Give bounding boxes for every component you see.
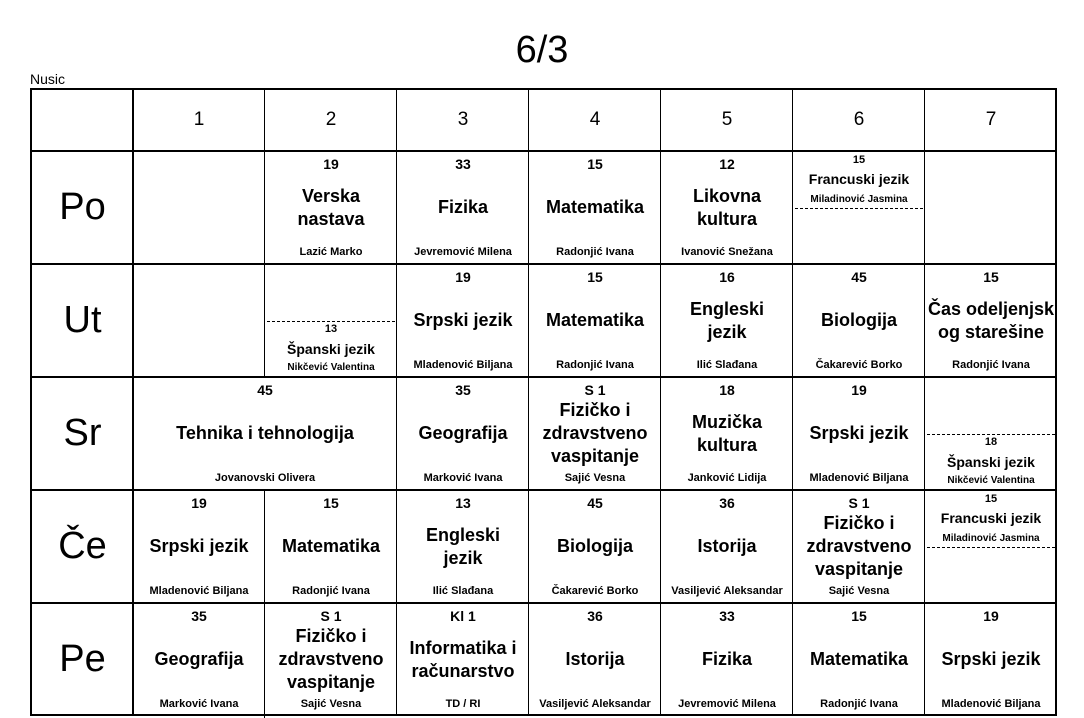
subject-name: Fizika	[437, 197, 489, 217]
teacher-name: Radonjić Ivana	[556, 246, 634, 258]
subject-name: Verska nastava	[297, 185, 365, 229]
room-number: 13	[324, 323, 338, 335]
teacher-name: Nikčević Valentina	[947, 475, 1035, 486]
page-title: 6/3	[515, 29, 569, 71]
day-label: Sr	[63, 412, 102, 454]
subject-name: Fizičko i zdravstveno vaspitanje	[278, 626, 384, 692]
room-number: 35	[455, 382, 471, 398]
teacher-name: Jevremović Milena	[414, 246, 512, 258]
lesson-cell[interactable]	[793, 378, 925, 489]
room-number: 19	[983, 608, 999, 624]
subject-name: Francuski jezik	[808, 171, 910, 187]
room-number: 33	[719, 608, 735, 624]
lesson-cell[interactable]	[661, 378, 793, 489]
subject-name: Matematika	[545, 310, 645, 330]
subject-name: Informatika i računarstvo	[409, 637, 517, 681]
day-label: Po	[59, 186, 106, 228]
subject-name: Engleski jezik	[425, 524, 501, 568]
teacher-name: Janković Lidija	[687, 472, 767, 484]
room-number: 18	[984, 436, 998, 448]
teacher-name: Ilić Slađana	[696, 359, 758, 371]
lesson-cell[interactable]	[925, 265, 1057, 376]
subject-name: Likovna kultura	[692, 185, 762, 229]
subject-name: Čas odeljenjskog starešine	[927, 298, 1055, 342]
teacher-name: Marković Ivana	[159, 698, 239, 710]
lesson-cell[interactable]	[265, 604, 397, 715]
teacher-name: Ivanović Snežana	[681, 246, 773, 258]
teacher-name: Sajić Vesna	[300, 698, 362, 710]
room-number: 33	[455, 156, 471, 172]
subject-name: Srpski jezik	[149, 536, 249, 556]
room-number: 19	[851, 382, 867, 398]
subject-name: Tehnika i tehnologija	[176, 423, 354, 443]
period-header: 6	[853, 109, 865, 130]
lesson-cell[interactable]	[925, 604, 1057, 715]
subject-name: Istorija	[565, 649, 625, 669]
teacher-name: Vasiljević Aleksandar	[539, 698, 651, 710]
room-number: 18	[719, 382, 735, 398]
room-number: 15	[587, 269, 603, 285]
room-number: Kl 1	[450, 608, 476, 624]
subject-name: Geografija	[154, 649, 244, 669]
room-number: 45	[257, 382, 273, 398]
subject-name: Francuski jezik	[940, 510, 1042, 526]
lesson-cell[interactable]	[661, 152, 793, 263]
room-number: 15	[323, 495, 339, 511]
room-number: S 1	[848, 495, 870, 511]
period-header: 3	[457, 109, 469, 130]
teacher-name: TD / RI	[445, 698, 481, 710]
teacher-name: Mladenović Biljana	[149, 585, 249, 597]
room-number: 45	[587, 495, 603, 511]
lesson-cell[interactable]	[397, 152, 529, 263]
lesson-cell[interactable]	[133, 604, 265, 715]
lesson-cell[interactable]	[661, 604, 793, 715]
teacher-name: Jovanovski Olivera	[214, 472, 316, 484]
lesson-cell[interactable]	[397, 491, 529, 602]
teacher-name: Lazić Marko	[299, 246, 363, 258]
lesson-cell[interactable]	[529, 152, 661, 263]
lesson-cell[interactable]	[529, 491, 661, 602]
room-number: 36	[719, 495, 735, 511]
split-divider	[927, 547, 1055, 548]
lesson-cell[interactable]	[529, 604, 661, 715]
lesson-cell[interactable]	[793, 265, 925, 376]
lesson-cell-half[interactable]	[793, 152, 925, 208]
period-header: 4	[589, 109, 601, 130]
split-divider	[795, 208, 923, 209]
room-number: 13	[455, 495, 471, 511]
lesson-cell[interactable]	[397, 265, 529, 376]
lesson-cell[interactable]	[793, 491, 925, 602]
school-label: Nusic	[30, 71, 66, 87]
teacher-name: Vasiljević Aleksandar	[671, 585, 783, 597]
teacher-name: Miladinović Jasmina	[942, 533, 1040, 544]
room-number: 35	[191, 608, 207, 624]
lesson-cell[interactable]	[397, 604, 529, 715]
subject-name: Španski jezik	[947, 453, 1035, 470]
teacher-name: Radonjić Ivana	[952, 359, 1030, 371]
subject-name: Matematika	[545, 197, 645, 217]
lesson-cell[interactable]	[793, 604, 925, 715]
period-header: 7	[985, 109, 997, 130]
lesson-cell[interactable]	[265, 152, 397, 263]
day-label: Ut	[63, 299, 102, 341]
lesson-cell-half[interactable]	[925, 434, 1057, 489]
teacher-name: Marković Ivana	[423, 472, 503, 484]
day-label: Če	[58, 525, 107, 567]
subject-name: Matematika	[281, 536, 381, 556]
lesson-cell[interactable]	[661, 265, 793, 376]
room-number: 15	[983, 269, 999, 285]
period-header: 2	[325, 109, 337, 130]
teacher-name: Jevremović Milena	[678, 698, 776, 710]
lesson-cell-half[interactable]	[925, 491, 1057, 547]
subject-name: Fizičko i zdravstveno vaspitanje	[806, 513, 912, 579]
teacher-name: Radonjić Ivana	[556, 359, 634, 371]
subject-name: Španski jezik	[287, 340, 375, 357]
subject-name: Srpski jezik	[413, 310, 513, 330]
teacher-name: Čakarević Borko	[815, 359, 903, 371]
room-number: S 1	[320, 608, 342, 624]
period-header: 5	[721, 109, 733, 130]
room-number: 15	[984, 493, 998, 505]
day-label: Pe	[59, 638, 106, 680]
teacher-name: Sajić Vesna	[564, 472, 626, 484]
period-header: 1	[193, 109, 205, 130]
subject-name: Engleski jezik	[689, 298, 765, 342]
room-number: S 1	[584, 382, 606, 398]
teacher-name: Mladenović Biljana	[413, 359, 513, 371]
room-number: 19	[323, 156, 339, 172]
room-number: 16	[719, 269, 735, 285]
teacher-name: Mladenović Biljana	[941, 698, 1041, 710]
room-number: 19	[455, 269, 471, 285]
subject-name: Matematika	[809, 649, 909, 669]
teacher-name: Nikčević Valentina	[287, 362, 375, 373]
teacher-name: Radonjić Ivana	[820, 698, 898, 710]
lesson-cell[interactable]	[133, 491, 265, 602]
lesson-cell[interactable]	[265, 491, 397, 602]
subject-name: Biologija	[821, 310, 897, 330]
subject-name: Srpski jezik	[941, 649, 1041, 669]
lesson-cell[interactable]	[661, 491, 793, 602]
lesson-cell-double[interactable]	[133, 378, 397, 489]
room-number: 45	[851, 269, 867, 285]
subject-name: Istorija	[697, 536, 757, 556]
subject-name: Biologija	[557, 536, 633, 556]
lesson-cell-half[interactable]	[265, 321, 397, 376]
timetable-grid	[30, 88, 1057, 716]
subject-name: Fizika	[701, 649, 753, 669]
subject-name: Srpski jezik	[809, 423, 909, 443]
teacher-name: Mladenović Biljana	[809, 472, 909, 484]
teacher-name: Miladinović Jasmina	[810, 194, 908, 205]
room-number: 12	[719, 156, 735, 172]
teacher-name: Ilić Slađana	[432, 585, 494, 597]
teacher-name: Sajić Vesna	[828, 585, 890, 597]
teacher-name: Radonjić Ivana	[292, 585, 370, 597]
lesson-cell[interactable]	[529, 265, 661, 376]
lesson-cell[interactable]	[397, 378, 529, 489]
subject-name: Muzička kultura	[691, 411, 763, 455]
room-number: 19	[191, 495, 207, 511]
room-number: 36	[587, 608, 603, 624]
room-number: 15	[587, 156, 603, 172]
room-number: 15	[852, 154, 866, 166]
teacher-name: Čakarević Borko	[551, 585, 639, 597]
subject-name: Geografija	[418, 423, 508, 443]
room-number: 15	[851, 608, 867, 624]
subject-name: Fizičko i zdravstveno vaspitanje	[542, 400, 648, 466]
lesson-cell[interactable]	[529, 378, 661, 489]
